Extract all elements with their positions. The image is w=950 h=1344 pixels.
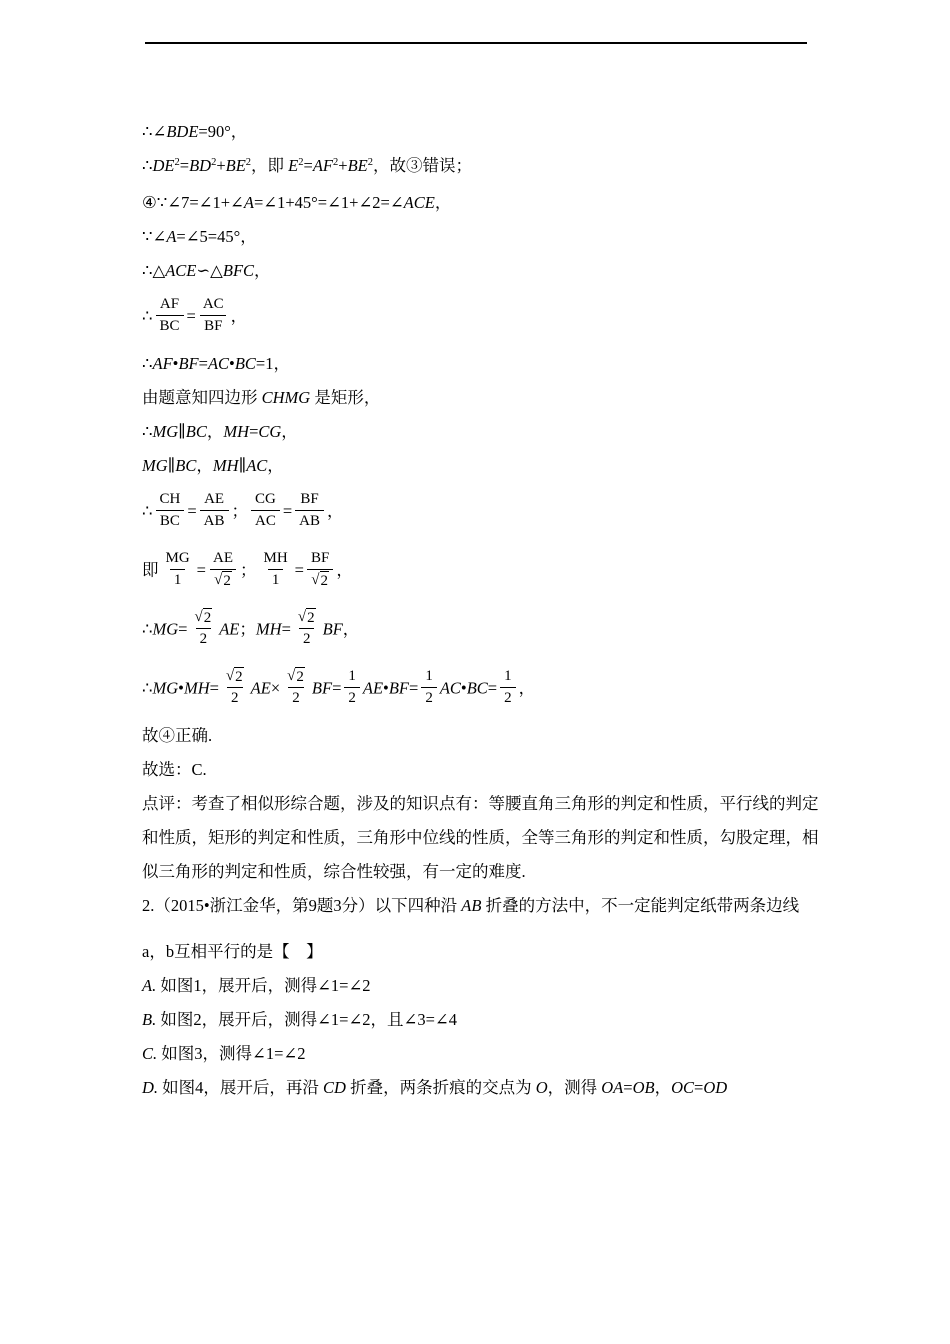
document-content	[142, 115, 819, 1105]
math-run: BC	[466, 678, 488, 698]
radical-sign: √	[311, 572, 320, 588]
text-run: ∽△	[196, 261, 223, 280]
text-run: ，	[336, 560, 353, 580]
fraction	[307, 549, 333, 590]
doc-line-17	[142, 787, 819, 821]
text-run: ∴	[142, 619, 153, 639]
fraction	[162, 549, 194, 590]
text-run: 故选：C.	[142, 760, 207, 779]
fraction-numerator: 1	[425, 668, 433, 684]
fraction-numerator: BF	[300, 491, 319, 507]
fraction-denominator: AC	[251, 510, 280, 531]
superscript: 2	[367, 157, 373, 168]
text-run: =∠1+45°=∠1+∠2=∠	[253, 193, 404, 212]
math-run: BC	[175, 456, 197, 475]
doc-line-7	[142, 347, 812, 381]
doc-line-12	[142, 542, 812, 601]
fraction-denominator: 2	[288, 687, 304, 708]
fraction-numerator	[190, 608, 216, 628]
doc-line-10	[142, 449, 812, 483]
math-run: MG	[152, 678, 179, 698]
fraction	[190, 608, 216, 649]
math-run: BDE	[166, 122, 199, 141]
superscript: 2	[298, 157, 304, 168]
fraction-numerator: AF	[159, 296, 180, 312]
math-run: AF	[152, 354, 173, 373]
text-run: 2.（2015•浙江金华，第9题3分）以下四种沿	[142, 896, 462, 915]
fraction-numerator: CH	[159, 491, 181, 507]
radical	[298, 608, 316, 627]
text-run: ；	[231, 501, 248, 521]
math-run: O	[535, 1078, 548, 1097]
text-run: =	[198, 354, 208, 373]
math-run: AC	[246, 456, 268, 475]
doc-line-2	[142, 149, 812, 186]
text-run: 是矩形，	[310, 388, 381, 407]
text-run: 如图1，展开后，测得∠1=∠2	[156, 976, 371, 995]
math-run: OD	[703, 1078, 728, 1097]
radical	[287, 667, 305, 686]
doc-line-3	[142, 186, 812, 220]
header-rule	[145, 42, 807, 44]
doc-line-23	[142, 1003, 812, 1037]
radical	[226, 667, 244, 686]
math-run: MH	[183, 678, 210, 698]
doc-line-13	[142, 601, 812, 660]
doc-line-9	[142, 415, 812, 449]
math-run: D.	[142, 1078, 159, 1097]
text-run: ，测得	[547, 1078, 602, 1097]
math-run: B.	[142, 1010, 157, 1029]
fraction	[251, 490, 280, 531]
doc-line-6	[142, 288, 812, 347]
text-run: ∴△	[142, 261, 166, 280]
math-run: A.	[142, 976, 157, 995]
text-run: ∴	[142, 678, 153, 698]
fraction-denominator: 1	[268, 569, 284, 590]
doc-line-5	[142, 254, 812, 288]
math-run: OA	[601, 1078, 624, 1097]
text-run: =	[282, 501, 293, 521]
text-run: ，	[327, 501, 344, 521]
math-run: BFC	[222, 261, 255, 280]
math-run: BF	[178, 354, 199, 373]
text-run: =	[196, 560, 206, 580]
radicand: 2	[223, 573, 231, 589]
text-run: =	[187, 501, 197, 521]
text-run: 如图2，展开后，测得∠1=∠2，且∠3=∠4	[156, 1010, 458, 1029]
fraction-numerator: AE	[204, 491, 225, 507]
text-run: ④∵∠7=∠1+∠	[142, 193, 244, 212]
text-run: 点评：考查了相似形综合题，涉及的知识点有：等腰直角三角形的判定和性质，平行线的判定	[142, 794, 819, 813]
radical	[311, 571, 329, 590]
fraction-numerator: AE	[212, 550, 233, 566]
text-run: ，	[342, 619, 360, 639]
text-run: ∥	[178, 422, 186, 441]
text-run: ；	[239, 619, 256, 639]
math-run: MH	[223, 422, 250, 441]
fraction	[344, 667, 360, 708]
fraction-denominator: 1	[170, 569, 186, 590]
fraction-numerator: CG	[255, 491, 276, 507]
text-run: =	[487, 678, 498, 698]
doc-line-4	[142, 220, 812, 254]
fraction	[222, 667, 248, 708]
math-run: AF	[312, 156, 333, 175]
text-run: ，	[230, 306, 248, 326]
text-run: ，	[518, 678, 536, 698]
radicand: 2	[320, 573, 329, 589]
math-run: BE	[347, 156, 368, 175]
radical-sign: √	[225, 668, 235, 684]
fraction-numerator: BF	[310, 550, 330, 566]
text-run: 由题意知四边形	[142, 388, 262, 407]
doc-line-15	[142, 719, 812, 753]
math-run: MG	[152, 422, 179, 441]
text-run: =	[303, 156, 313, 175]
superscript: 2	[211, 157, 217, 168]
text-run: +	[216, 156, 226, 175]
fraction-denominator: 2	[344, 687, 360, 708]
text-run: •	[229, 354, 235, 373]
radicand: 2	[307, 610, 315, 626]
radical-sign: √	[297, 609, 307, 625]
text-run: •	[178, 678, 184, 698]
fraction	[209, 549, 237, 590]
fraction	[294, 608, 320, 649]
text-run: ，故③错误；	[372, 156, 472, 175]
text-run: =1，	[255, 354, 290, 373]
radical-sign: √	[214, 572, 223, 588]
text-run: 和性质，矩形的判定和性质，三角形中位线的性质，全等三角形的判定和性质，勾股定理，相	[142, 828, 819, 847]
fraction	[156, 295, 184, 336]
text-run: ∥	[167, 456, 176, 475]
doc-line-1	[142, 115, 812, 149]
text-run: ∴	[142, 354, 153, 373]
text-run: ∵∠	[142, 227, 167, 246]
text-run: =	[179, 156, 190, 175]
text-run: ∴	[142, 501, 153, 521]
text-run: ，	[654, 1078, 672, 1097]
text-run: ∴	[142, 306, 153, 326]
text-run: 故④正确.	[142, 726, 213, 745]
text-run: ∴	[142, 156, 153, 175]
text-run: =	[294, 560, 304, 580]
text-run: a，b互相平行的是【 】	[142, 942, 323, 961]
math-run: BC	[234, 354, 256, 373]
text-run: =	[281, 619, 291, 639]
math-run: CHMG	[261, 388, 311, 407]
text-run: 似三角形的判定和性质，综合性较强，有一定的难度.	[142, 862, 526, 881]
text-run: ，	[196, 456, 213, 475]
superscript: 2	[174, 157, 180, 168]
math-run: A	[243, 193, 254, 212]
radicand: 2	[203, 610, 212, 626]
text-run: 折叠的方法中，不一定能判定纸带两条边线	[481, 896, 800, 915]
math-run: BD	[189, 156, 212, 175]
fraction	[259, 549, 291, 590]
fraction	[156, 490, 185, 531]
text-run: ，	[267, 456, 284, 475]
superscript: 2	[333, 157, 339, 168]
text-run: •	[460, 678, 467, 698]
radicand: 2	[235, 669, 243, 685]
fraction-denominator: BC	[156, 315, 184, 336]
text-run: =∠5=45°，	[176, 227, 257, 246]
fraction-denominator: 2	[196, 628, 212, 649]
text-run: ，	[206, 422, 224, 441]
radical-sign: √	[287, 668, 296, 684]
fraction-denominator: 2	[421, 687, 437, 708]
text-run: =	[623, 1078, 633, 1097]
doc-line-20	[142, 889, 812, 923]
doc-line-11	[142, 483, 812, 542]
doc-line-8	[142, 381, 812, 415]
doc-line-24	[142, 1037, 812, 1071]
fraction	[421, 667, 437, 708]
math-run: AE	[250, 678, 271, 698]
fraction-denominator	[307, 569, 333, 590]
text-run: •	[172, 354, 179, 373]
text-run: ，	[281, 422, 298, 441]
text-run: ，即	[251, 156, 289, 175]
text-run: ，	[254, 261, 271, 280]
math-run: OC	[671, 1078, 694, 1097]
doc-line-22	[142, 969, 812, 1003]
text-run: 如图3，测得∠1=∠2	[157, 1044, 306, 1063]
doc-line-16	[142, 753, 812, 787]
doc-line-19	[142, 855, 812, 889]
text-run: ∴	[142, 422, 153, 441]
doc-line-25	[142, 1071, 812, 1105]
math-run: AB	[461, 896, 482, 915]
fraction-numerator: MH	[263, 550, 288, 566]
fraction-denominator: BC	[156, 510, 184, 531]
text-run: =	[694, 1078, 704, 1097]
radical	[194, 608, 212, 627]
fraction-denominator	[210, 569, 236, 590]
fraction-numerator	[222, 667, 248, 687]
math-run: MH	[255, 619, 282, 639]
math-run: AC	[439, 678, 461, 698]
fraction	[295, 490, 324, 531]
text-run: =90°，	[198, 122, 248, 141]
text-run: =	[249, 422, 259, 441]
fraction-numerator	[294, 608, 320, 628]
math-run: AE	[219, 619, 240, 639]
text-run: ∥	[238, 456, 247, 475]
fraction-denominator: 2	[500, 687, 516, 708]
math-run: OB	[632, 1078, 655, 1097]
text-run: 即	[142, 560, 159, 580]
math-run: BF	[311, 678, 333, 698]
math-run: DE	[152, 156, 175, 175]
math-run: BF	[388, 678, 409, 698]
math-run: ACE	[403, 193, 435, 212]
radical-sign: √	[194, 609, 203, 625]
math-run: CG	[258, 422, 282, 441]
math-run: CD	[323, 1078, 346, 1097]
math-run: ACE	[165, 261, 197, 280]
math-run: E	[288, 156, 299, 175]
fraction-numerator: 1	[348, 668, 356, 684]
math-run: MG	[142, 456, 168, 475]
doc-line-18	[142, 821, 819, 855]
fraction-denominator: AB	[200, 510, 229, 531]
math-run: BC	[185, 422, 207, 441]
text-run: =	[186, 306, 196, 326]
text-run: ×	[270, 678, 281, 698]
math-run: MG	[152, 619, 179, 639]
doc-line-14	[142, 660, 812, 719]
text-run: •	[383, 678, 389, 698]
fraction-denominator: 2	[227, 687, 243, 708]
fraction	[500, 667, 516, 708]
text-run: 如图4，展开后，再沿	[158, 1078, 324, 1097]
math-run: BE	[225, 156, 246, 175]
radical	[214, 571, 232, 590]
text-run: ；	[239, 560, 257, 580]
doc-line-21	[142, 935, 812, 969]
math-run: AE	[362, 678, 384, 698]
math-run: MH	[212, 456, 239, 475]
text-run: 折叠，两条折痕的交点为	[345, 1078, 536, 1097]
text-run: =	[332, 678, 342, 698]
fraction-denominator: 2	[299, 628, 315, 649]
math-run: A	[166, 227, 177, 246]
math-run: AC	[207, 354, 230, 373]
fraction-numerator: 1	[504, 668, 512, 684]
fraction	[283, 667, 309, 708]
radicand: 2	[296, 669, 304, 685]
fraction-numerator: AC	[202, 296, 224, 312]
fraction-denominator: AB	[295, 510, 324, 531]
fraction-numerator: MG	[165, 550, 190, 566]
text-run: +	[338, 156, 348, 175]
math-run: C.	[142, 1044, 158, 1063]
fraction	[199, 295, 228, 336]
math-run: BF	[322, 619, 343, 639]
text-run: =	[178, 619, 188, 639]
text-run: ，	[434, 193, 452, 212]
superscript: 2	[245, 157, 252, 168]
fraction-denominator: BF	[200, 315, 226, 336]
fraction	[200, 490, 229, 531]
text-run: =	[409, 678, 419, 698]
text-run: ∴∠	[142, 122, 167, 141]
fraction-numerator	[283, 667, 309, 687]
text-run: =	[209, 678, 219, 698]
